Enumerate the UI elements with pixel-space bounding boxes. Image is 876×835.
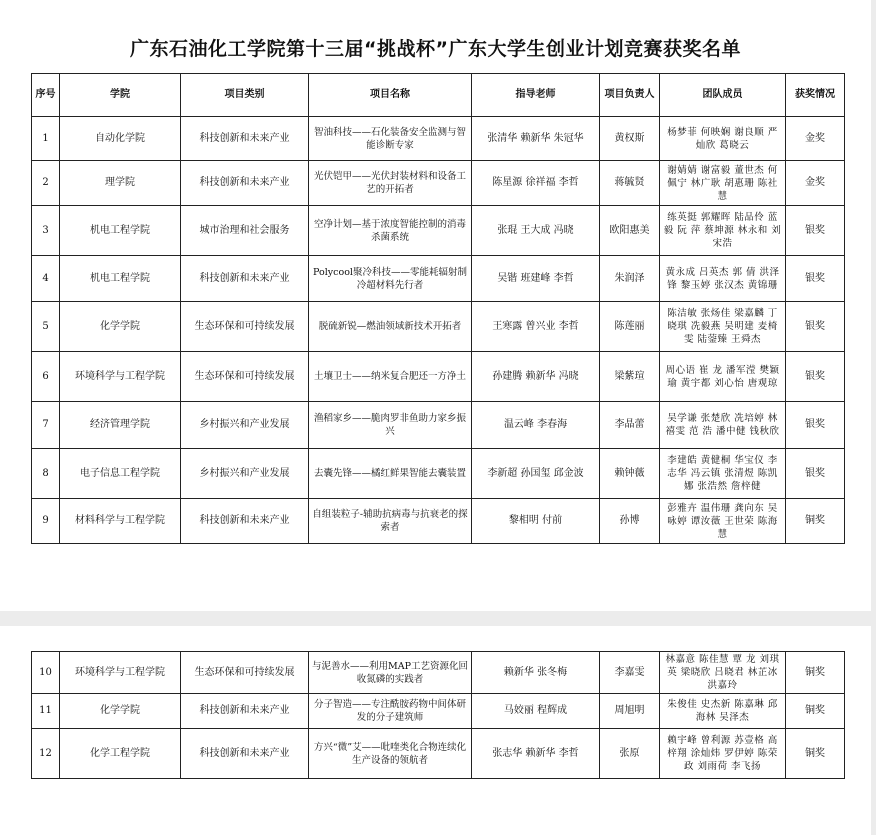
award-cell: 铜奖 (786, 694, 845, 729)
advisor-cell: 赖新华 张冬梅 (472, 652, 600, 694)
table-row (32, 449, 845, 499)
category-cell: 科技创新和未来产业 (181, 499, 309, 544)
category-cell: 科技创新和未来产业 (181, 729, 309, 779)
table-row (32, 206, 845, 256)
team-members-cell: 谢婧婧 谢富毅 董世杰 何佩宁 林广耿 胡惠珊 陈社慧 (660, 161, 786, 206)
category-cell: 城市治理和社会服务 (181, 206, 309, 256)
college-cell: 化学工程学院 (60, 729, 181, 779)
project-name-cell: 土壤卫士——纳米复合肥还一方净土 (309, 352, 472, 402)
advisor-cell: 温云峰 李春海 (472, 402, 600, 449)
advisor-cell: 王寒露 曾兴业 李哲 (472, 302, 600, 352)
award-cell: 银奖 (786, 449, 845, 499)
row-number: 5 (32, 302, 60, 352)
advisor-cell: 李新超 孙国玺 邱金波 (472, 449, 600, 499)
project-name-cell: 分子智造——专注酰胺药物中间体研发的分子建筑师 (309, 694, 472, 729)
college-cell: 自动化学院 (60, 117, 181, 161)
category-cell: 科技创新和未来产业 (181, 694, 309, 729)
college-cell: 化学学院 (60, 694, 181, 729)
leader-cell: 蒋毓贤 (600, 161, 660, 206)
team-members-cell: 朱俊佳 史杰新 陈嘉琳 邱海林 吴泽杰 (660, 694, 786, 729)
college-cell: 环境科学与工程学院 (60, 352, 181, 402)
advisor-cell: 张琨 王大成 冯晓 (472, 206, 600, 256)
team-members-cell: 练英挺 郭耀晖 陆品伶 蓝 毅 阮 萍 蔡坤源 林永和 刘宋浩 (660, 206, 786, 256)
header-team: 团队成员 (660, 74, 786, 117)
table-row (32, 402, 845, 449)
project-name-cell: 空净计划—基于浓度智能控制的消毒杀菌系统 (309, 206, 472, 256)
leader-cell: 赖钟薇 (600, 449, 660, 499)
college-cell: 机电工程学院 (60, 256, 181, 302)
category-cell: 生态环保和可持续发展 (181, 652, 309, 694)
college-cell: 环境科学与工程学院 (60, 652, 181, 694)
row-number: 1 (32, 117, 60, 161)
table-row (32, 256, 845, 302)
table-row (32, 499, 845, 544)
category-cell: 乡村振兴和产业发展 (181, 449, 309, 499)
award-cell: 银奖 (786, 206, 845, 256)
team-members-cell: 陈洁敏 张炀佳 梁嘉麟 丁晓琪 冼毅燕 吴明建 麦椅雯 陆蓥臻 王舜杰 (660, 302, 786, 352)
leader-cell: 欧阳惠美 (600, 206, 660, 256)
project-name-cell: 方兴“微”艾——吡喹类化合物连续化生产设备的领航者 (309, 729, 472, 779)
team-members-cell: 赖宇峰 曾利源 苏壹格 高梓翔 涂灿炜 罗伊婷 陈荣政 刘雨荷 李飞扬 (660, 729, 786, 779)
header-leader: 项目负责人 (600, 74, 660, 117)
document-title: 广东石油化工学院第十三届“挑战杯”广东大学生创业计划竞赛获奖名单 (130, 38, 741, 60)
award-cell: 铜奖 (786, 499, 845, 544)
award-cell: 银奖 (786, 256, 845, 302)
category-cell: 科技创新和未来产业 (181, 117, 309, 161)
header-no: 序号 (32, 74, 60, 117)
leader-cell: 孙博 (600, 499, 660, 544)
table-row (32, 117, 845, 161)
category-cell: 科技创新和未来产业 (181, 161, 309, 206)
award-table (31, 73, 845, 544)
team-members-cell: 李建皓 黄健桐 华宝仪 李志华 冯云镇 张清煜 陈凯娜 张浩然 詹梓健 (660, 449, 786, 499)
row-number: 6 (32, 352, 60, 402)
award-cell: 铜奖 (786, 729, 845, 779)
leader-cell: 李嘉雯 (600, 652, 660, 694)
table-row (32, 161, 845, 206)
leader-cell: 梁紫瑄 (600, 352, 660, 402)
project-name-cell: Polycool聚冷科技——零能耗辐射制冷超材料先行者 (309, 256, 472, 302)
team-members-cell: 林嘉意 陈佳慧 覃 龙 刘琪英 梁晓欣 吕晓君 林芷冰 洪嘉玲 (660, 652, 786, 694)
award-cell: 银奖 (786, 402, 845, 449)
team-members-cell: 周心语 崔 龙 潘军滢 樊颖瑜 黄宇都 刘心怡 唐观琼 (660, 352, 786, 402)
advisor-cell: 张志华 赖新华 李哲 (472, 729, 600, 779)
category-cell: 生态环保和可持续发展 (181, 302, 309, 352)
leader-cell: 黄权斯 (600, 117, 660, 161)
advisor-cell: 张清华 赖新华 朱冠华 (472, 117, 600, 161)
category-cell: 乡村振兴和产业发展 (181, 402, 309, 449)
project-name-cell: 光伏铠甲——光伏封装材料和设备工艺的开拓者 (309, 161, 472, 206)
category-cell: 科技创新和未来产业 (181, 256, 309, 302)
row-number: 9 (32, 499, 60, 544)
leader-cell: 朱润泽 (600, 256, 660, 302)
row-number: 12 (32, 729, 60, 779)
leader-cell: 陈莲丽 (600, 302, 660, 352)
row-number: 10 (32, 652, 60, 694)
row-number: 4 (32, 256, 60, 302)
table-row (32, 352, 845, 402)
college-cell: 经济管理学院 (60, 402, 181, 449)
header-category: 项目类别 (181, 74, 309, 117)
project-name-cell: 智油科技——石化装备安全监测与智能诊断专家 (309, 117, 472, 161)
college-cell: 电子信息工程学院 (60, 449, 181, 499)
table-row (32, 729, 845, 779)
college-cell: 材料科学与工程学院 (60, 499, 181, 544)
header-project: 项目名称 (309, 74, 472, 117)
row-number: 2 (32, 161, 60, 206)
team-members-cell: 黄永成 吕英杰 郭 倩 洪泽锋 黎玉婷 张汉杰 黄锦珊 (660, 256, 786, 302)
leader-cell: 周旭明 (600, 694, 660, 729)
project-name-cell: 自组装粒子-辅助抗病毒与抗衰老的探索者 (309, 499, 472, 544)
award-cell: 铜奖 (786, 652, 845, 694)
award-cell: 银奖 (786, 302, 845, 352)
table-row (32, 302, 845, 352)
document-page-2 (0, 626, 871, 835)
team-members-cell: 吴学谦 张楚欣 冼培婷 林禧雯 范 浩 潘中健 钱秋欣 (660, 402, 786, 449)
category-cell: 生态环保和可持续发展 (181, 352, 309, 402)
award-cell: 金奖 (786, 117, 845, 161)
college-cell: 化学学院 (60, 302, 181, 352)
team-members-cell: 彭雅卉 温伟珊 龚向东 吴咏婷 谭汝薇 王世荣 陈海慧 (660, 499, 786, 544)
advisor-cell: 黎相明 付前 (472, 499, 600, 544)
leader-cell: 张原 (600, 729, 660, 779)
award-cell: 金奖 (786, 161, 845, 206)
row-number: 3 (32, 206, 60, 256)
award-cell: 银奖 (786, 352, 845, 402)
project-name-cell: 渔稻家乡——脆肉罗非鱼助力家乡振兴 (309, 402, 472, 449)
college-cell: 理学院 (60, 161, 181, 206)
advisor-cell: 孙建腾 赖新华 冯晓 (472, 352, 600, 402)
advisor-cell: 马姣丽 程辉成 (472, 694, 600, 729)
team-members-cell: 杨梦菲 何映娴 谢良顺 严灿欣 葛晓云 (660, 117, 786, 161)
row-number: 11 (32, 694, 60, 729)
college-cell: 机电工程学院 (60, 206, 181, 256)
leader-cell: 李晶蕾 (600, 402, 660, 449)
project-name-cell: 去囊先锋——橘红鲜果智能去囊装置 (309, 449, 472, 499)
project-name-cell: 与泥善水——利用MAP工艺资源化回收氮磷的实践者 (309, 652, 472, 694)
project-name-cell: 脱硫新锐—燃油领域新技术开拓者 (309, 302, 472, 352)
table-row (32, 652, 845, 694)
table-header-row (32, 74, 845, 117)
advisor-cell: 吴锴 班建峰 李哲 (472, 256, 600, 302)
row-number: 8 (32, 449, 60, 499)
table-row (32, 694, 845, 729)
row-number: 7 (32, 402, 60, 449)
award-table-continued (31, 651, 845, 779)
header-award: 获奖情况 (786, 74, 845, 117)
advisor-cell: 陈星源 徐祥福 李哲 (472, 161, 600, 206)
header-college: 学院 (60, 74, 181, 117)
header-advisor: 指导老师 (472, 74, 600, 117)
